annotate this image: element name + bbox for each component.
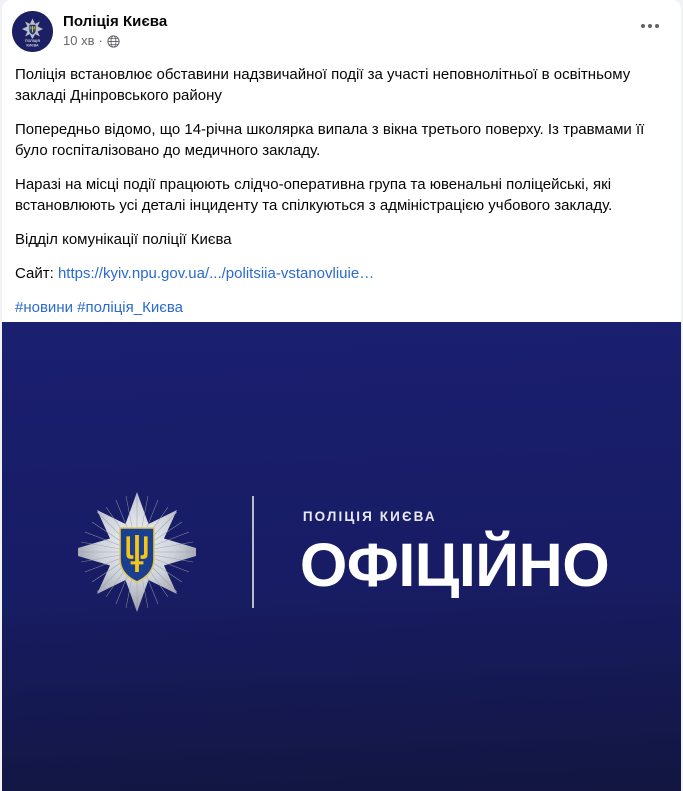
post-attached-image[interactable]	[2, 322, 681, 791]
police-star-badge-icon	[12, 11, 53, 52]
dot	[655, 24, 659, 28]
post-timestamp[interactable]: 10 хв	[63, 33, 95, 48]
post-site-line	[15, 263, 667, 284]
post-header	[2, 0, 681, 60]
dot	[648, 24, 652, 28]
site-label: Сайт:	[15, 265, 54, 282]
post-paragraph: Відділ комунікації поліції Києва	[15, 231, 232, 248]
page-name[interactable]: Поліція Києва	[63, 13, 168, 30]
meta-separator: ·	[98, 33, 103, 48]
banner-kicker: ПОЛІЦІЯ КИЄВА	[302, 508, 437, 524]
police-star-trident-emblem-icon	[74, 489, 200, 615]
svg-text:КИЄВА: КИЄВА	[26, 43, 39, 48]
dot	[641, 24, 645, 28]
facebook-post-card	[2, 0, 681, 791]
site-link[interactable]: https://kyiv.npu.gov.ua/.../politsiia-vstanovliuie…	[57, 265, 375, 282]
banner-text-block	[299, 508, 610, 599]
svg-text:ПОЛІЦІЯ: ПОЛІЦІЯ	[24, 39, 41, 44]
post-paragraph: Наразі на місці події працюють слідчо-оперативна група та ювенальні поліцейські, які встановлюють усі деталі інциденту та спілкуються з адміністрацією учбового закладу.	[15, 176, 613, 214]
post-paragraph: Поліція встановлює обставини надзвичайної події за участі неповнолітньої в освітньому закладі Дніпровського району	[15, 66, 631, 104]
vertical-divider	[252, 496, 254, 608]
banner-title: ОФІЦІЙНО	[299, 530, 610, 599]
post-meta-row	[63, 33, 167, 49]
post-hashtags[interactable]: #новини #поліція_Києва	[15, 299, 184, 316]
avatar[interactable]	[12, 11, 53, 52]
banner-content	[2, 477, 681, 627]
post-header-meta	[63, 11, 167, 49]
globe-icon[interactable]	[107, 35, 120, 48]
post-paragraph: Попередньо відомо, що 14-річна школярка випала з вікна третього поверху. Із травмами її було госпіталізовано до медичного закладу.	[15, 121, 645, 159]
more-options-icon[interactable]	[641, 24, 659, 28]
